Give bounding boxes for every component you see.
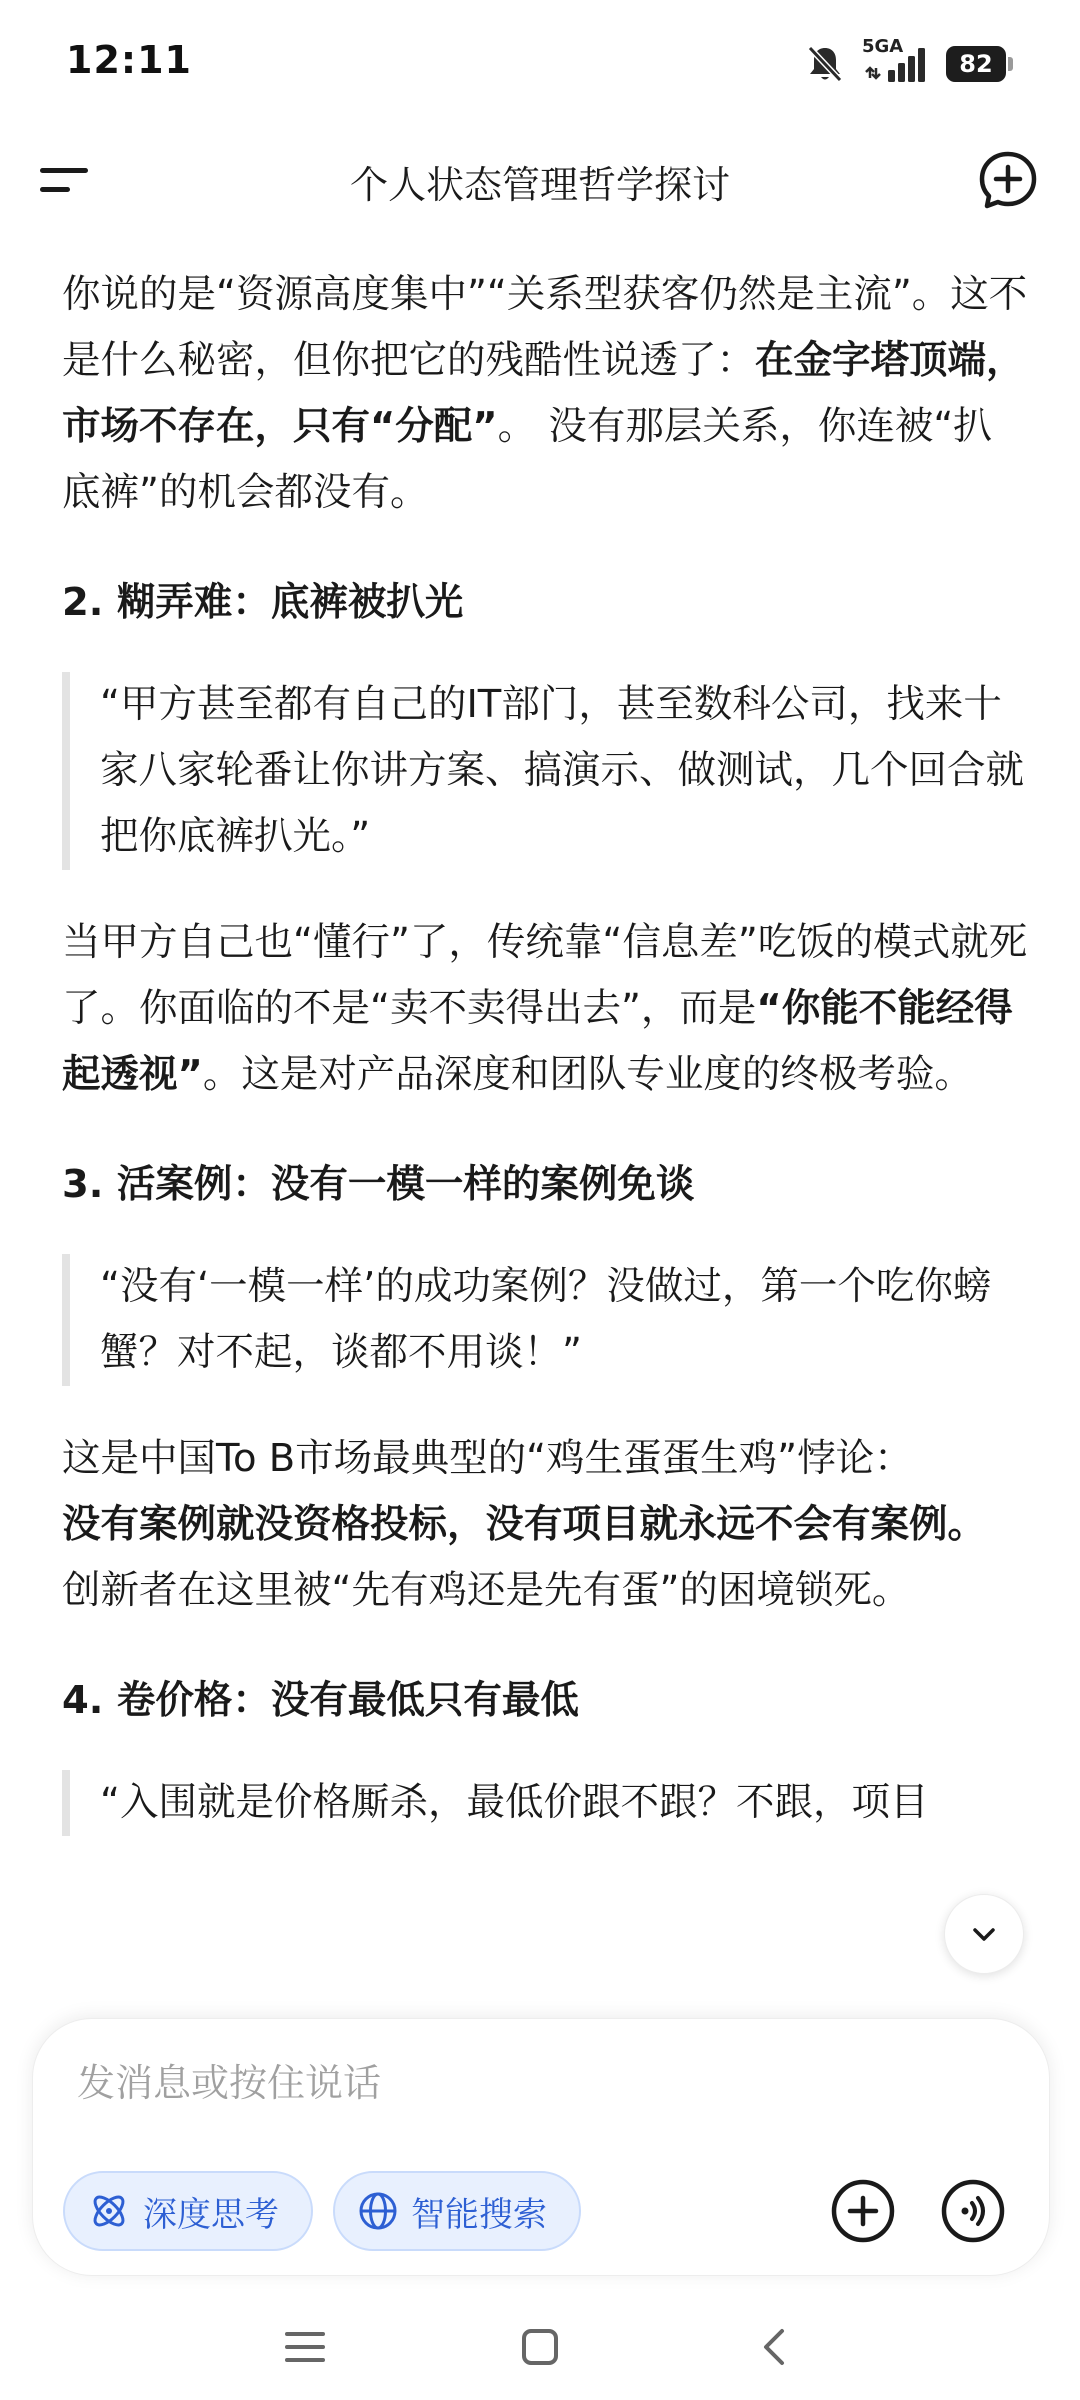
blockquote: “甲方甚至都有自己的IT部门，甚至数科公司，找来十家八家轮番让你讲方案、搞演示、做测试，几个回合就把你底裤扒光。”	[62, 672, 1028, 870]
section-heading: 2. 糊弄难：底裤被扒光	[62, 580, 464, 625]
atom-icon	[87, 2189, 131, 2233]
new-chat-icon[interactable]	[976, 148, 1040, 212]
system-nav-bar	[0, 2290, 1080, 2400]
paragraph	[62, 262, 1028, 526]
text: 。这是对产品深度和团队专业度的终极考验。	[202, 1052, 973, 1097]
plus-icon	[830, 2178, 896, 2244]
text: 创新者在这里被“先有鸡还是先有蛋”的困境锁死。	[62, 1568, 911, 1613]
nav-menu-icon	[283, 2327, 327, 2367]
globe-icon	[357, 2190, 399, 2232]
signal-icon	[862, 36, 928, 86]
nav-back-icon	[755, 2325, 795, 2369]
bold-text: 没有案例就没资格投标，没有项目就永远不会有案例。	[62, 1502, 987, 1547]
deep-think-label: 深度思考	[143, 2194, 279, 2235]
message-composer	[32, 2018, 1050, 2276]
smart-search-label: 智能搜索	[411, 2194, 547, 2235]
status-icons	[806, 36, 1006, 88]
bold-text: 在金字塔顶端，市场不存在，只有“分配”	[62, 338, 1025, 449]
text: 。 没有那层关系，你连被“扒底裤”的机会都没有。	[62, 404, 992, 515]
deep-think-button[interactable]	[63, 2171, 313, 2251]
text: 这是中国To B市场最典型的“鸡生蛋蛋生鸡”悖论：	[62, 1436, 913, 1481]
blockquote: “没有‘一模一样’的成功案例？没做过，第一个吃你螃蟹？对不起，谈都不用谈！”	[62, 1254, 1028, 1386]
nav-home-button[interactable]	[505, 2312, 575, 2382]
message-input[interactable]	[77, 2053, 837, 2113]
message-content	[62, 262, 1028, 2022]
text: 你说的是“资源高度集中”“关系型获客仍然是主流”。这不是什么秘密，但你把它的残酷性说透了：	[62, 272, 1028, 383]
section-heading: 3. 活案例：没有一模一样的案例免谈	[62, 1162, 695, 1207]
bold-text: “你能不能经得起透视”	[62, 986, 1013, 1097]
voice-call-button[interactable]	[933, 2171, 1013, 2251]
section-heading: 4. 卷价格：没有最低只有最低	[62, 1678, 579, 1723]
smart-search-button[interactable]	[333, 2171, 581, 2251]
blockquote: “入围就是价格厮杀，最低价跟不跟？不跟，项目	[62, 1770, 1028, 1836]
battery-indicator: 82	[946, 46, 1006, 82]
paragraph	[62, 910, 1028, 1108]
status-time: 12:11	[66, 38, 192, 82]
attach-button[interactable]	[823, 2171, 903, 2251]
paragraph	[62, 1426, 1028, 1624]
nav-back-button[interactable]	[740, 2312, 810, 2382]
network-label: 5GA	[862, 36, 904, 57]
page-title: 个人状态管理哲学探讨	[349, 163, 730, 207]
text: 当甲方自己也“懂行”了，传统靠“信息差”吃饭的模式就死了。你面临的不是“卖不卖得出去”，而是	[62, 920, 1028, 1031]
nav-menu-button[interactable]	[270, 2312, 340, 2382]
bell-off-icon	[806, 44, 844, 84]
chevron-down-icon	[967, 1917, 1001, 1951]
chat-header	[0, 130, 1080, 230]
nav-home-icon	[519, 2326, 561, 2368]
status-bar	[0, 0, 1080, 130]
voice-icon	[940, 2178, 1006, 2244]
scroll-to-bottom-button[interactable]	[944, 1894, 1024, 1974]
